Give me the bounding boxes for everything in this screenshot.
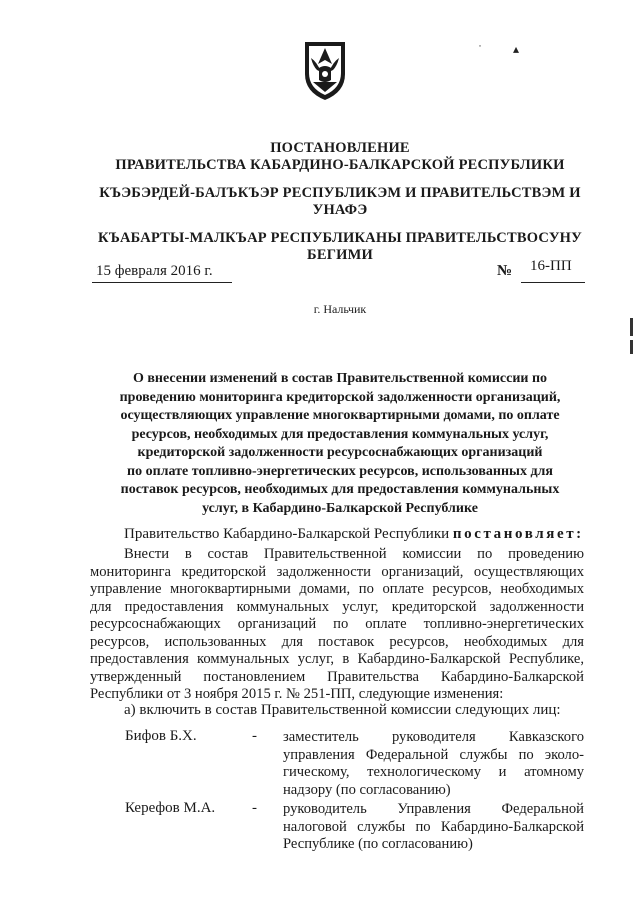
- member-dash: -: [252, 728, 257, 744]
- sub-item-a: а) включить в состав Правительственной комиссии следующих лиц:: [124, 702, 561, 718]
- title-line: проведению мониторинга кредиторской задолженности организаций,: [119, 389, 561, 405]
- body-line: мониторинга кредиторской задолженности организаций, осуществляющих: [90, 563, 584, 580]
- member-desc-line: надзору (по согласованию): [283, 781, 451, 798]
- title-line: осуществляющих управление многоквартирными домами, по оплате: [120, 408, 560, 423]
- city-name: г. Нальчик: [313, 302, 367, 316]
- member-desc-line: заместитель руководителя Кавказского: [283, 729, 584, 745]
- corner-stamp-marks: ˙ ▴: [478, 42, 534, 56]
- body-line: Республики от 3 ноября 2015 г. № 251-ПП, следующие изменения:: [90, 686, 504, 702]
- header-balkar-line1: КЪАБАРТЫ-МАЛКЪАР РЕСПУБЛИКАНЫ ПРАВИТЕЛЬСТВОСУНУ: [98, 230, 582, 246]
- member-desc-line: Республике (по согласованию): [283, 836, 473, 852]
- title-line: кредиторской задолженности ресурсоснабжающих организаций: [137, 445, 543, 460]
- body-line: управление многоквартирными домами, по оплате ресурсов, необходимых: [90, 581, 584, 597]
- edge-scan-mark: [630, 340, 633, 354]
- number-underline: [521, 282, 585, 283]
- decree-date: 15 февраля 2016 г.: [96, 263, 213, 279]
- member-description: [283, 801, 584, 854]
- header-balkar-line2: БЕГИМИ: [307, 247, 373, 263]
- body-line: ресурсоснабжающих организаций по оплате топливно-энергетических: [90, 616, 584, 632]
- body-line: Внести в состав Правительственной комиссии по проведению: [124, 546, 584, 562]
- member-desc-line: налоговой службы по Кабардино-Балкарской: [283, 818, 584, 835]
- decree-word: постановляет:: [452, 526, 584, 542]
- coat-of-arms-emblem: [297, 38, 353, 102]
- member-desc-line: гическому, технологическому и атомному: [283, 764, 584, 780]
- title-line: ресурсов, необходимых для предоставления коммунальных услуг,: [131, 426, 549, 442]
- title-line: по оплате топливно-энергетических ресурсов, использованных для: [127, 463, 553, 479]
- title-line: О внесении изменений в состав Правительственной комиссии по: [132, 371, 548, 386]
- decree-number: 16-ПП: [530, 258, 572, 274]
- preamble-text: Правительство Кабардино-Балкарской Республики: [124, 526, 453, 542]
- body-line: предоставления коммунальных услуг, в Кабардино-Балкарской Республике,: [90, 651, 584, 667]
- member-name: Керефов М.А.: [125, 800, 216, 816]
- edge-scan-mark: [630, 318, 633, 336]
- preamble: [124, 526, 584, 543]
- header-kabardian-line2: УНАФЭ: [312, 202, 368, 218]
- member-desc-line: руководитель Управления Федеральной: [283, 801, 584, 817]
- body-line: для предоставления коммунальных услуг, кредиторской задолженности: [90, 598, 584, 615]
- member-dash: -: [252, 800, 257, 816]
- member-description: [283, 729, 584, 799]
- number-sign: №: [497, 263, 513, 279]
- decree-title: [90, 370, 590, 518]
- header-subtitle: ПРАВИТЕЛЬСТВА КАБАРДИНО-БАЛКАРСКОЙ РЕСПУБЛИКИ: [115, 157, 565, 173]
- header-kabardian-line1: КЪЭБЭРДЕЙ-БАЛЪКЪЭР РЕСПУБЛИКЭМ И ПРАВИТЕЛЬСТВЭМ И: [99, 185, 581, 201]
- date-underline: [92, 282, 232, 283]
- title-line: услуг, в Кабардино-Балкарской Республике: [202, 500, 478, 516]
- header-title: ПОСТАНОВЛЕНИЕ: [270, 140, 410, 156]
- member-desc-line: управления Федеральной службы по эколо-: [283, 746, 584, 763]
- body-line: ресурсов, использованных для поставок ресурсов, необходимых для: [90, 633, 584, 650]
- body-line: утвержденный постановлением Правительства Кабардино-Балкарской: [90, 668, 584, 685]
- body-paragraph: [90, 546, 584, 704]
- member-name: Бифов Б.Х.: [125, 728, 197, 744]
- title-line: поставок ресурсов, необходимых для предоставления коммунальных: [120, 482, 560, 497]
